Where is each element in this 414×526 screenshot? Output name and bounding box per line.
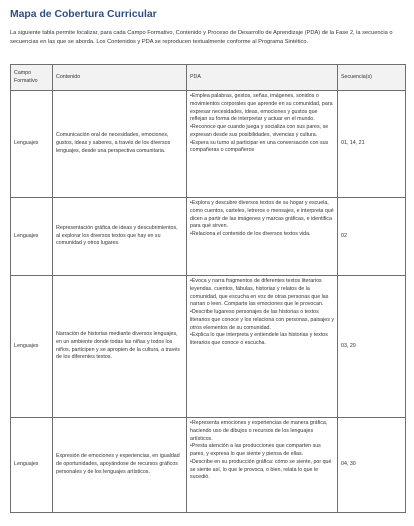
cell-secuencias: 03, 20 — [338, 276, 406, 418]
pda-bullet: • Presta atención a las producciones que comparten sus pares, y expresa lo que siente y piensa de ellas. — [190, 443, 334, 459]
coverage-table — [10, 64, 406, 513]
cell-pda — [187, 418, 338, 513]
cell-pda — [187, 91, 338, 198]
pda-bullet: • Relaciona el contenido de los diversos textos vida. — [190, 231, 334, 239]
pda-bullet: • Describe en su producción gráfica: cómo se siente, por qué se siente así, lo que le provoca, o bien, relata lo que le sucedió. — [190, 459, 334, 482]
cell-campo: Lenguajes — [11, 276, 53, 418]
cell-pda — [187, 276, 338, 418]
table-row — [11, 91, 406, 198]
header-contenido: Contenido — [53, 65, 187, 91]
pda-bullet: • Representa emociones y experiencias de manera gráfica, haciendo uso de dibujos o recursos de los lenguajes artísticos. — [190, 420, 334, 443]
cell-pda — [187, 198, 338, 276]
cell-campo: Lenguajes — [11, 418, 53, 513]
table-row — [11, 198, 406, 276]
pda-bullet: • Explora y descubre diversos textos de su hogar y escuela, como cuentos, carteles, letreros o mensajes, e interpreta qué dicen a partir de las imágenes y marcas gráficas, e identifica para qué sirven. — [190, 200, 334, 231]
cell-secuencias: 01, 14, 21 — [338, 91, 406, 198]
header-pda: PDA — [187, 65, 338, 91]
pda-bullet: • Reconoce que cuando juega y socializa con sus pares, se expresan desde sus posibilidades, vivencias y cultura. — [190, 124, 334, 140]
cell-campo: Lenguajes — [11, 91, 53, 198]
page-title: Mapa de Cobertura Curricular — [10, 9, 157, 20]
cell-secuencias: 04, 30 — [338, 418, 406, 513]
pda-bullet: • Emplea palabras, gestos, señas, imágenes, sonidos o movimientos corporales que aprende en su comunidad, para expresar necesidades, ideas, emociones y gustos que reflejan su forma de interpretar y actuar en el mundo. — [190, 93, 334, 124]
pda-bullet: • Espera su turno al participar en una conversación con sus compañeras o compañeros — [190, 140, 334, 156]
table-row — [11, 276, 406, 418]
cell-contenido: Comunicación oral de necesidades, emociones, gustos, ideas y saberes, a través de los diversos lenguajes, desde una perspectiva comunitaria. — [53, 91, 187, 198]
cell-campo: Lenguajes — [11, 198, 53, 276]
table-header-row — [11, 65, 406, 91]
cell-contenido: Expresión de emociones y experiencias, en igualdad de oportunidades, apoyándose de recursos gráficos personales y de los lenguajes artísticos. — [53, 418, 187, 513]
intro-paragraph: La siguiente tabla permite localizar, para cada Campo Formativo, Contenido y Proceso de Desarrollo de Aprendizaje (PDA) de la Fase 2, la secuencia o secuencias en las que se aborda. Los Contenidos y PDA se reproducen textualmente conforme al Programa Sintético. — [10, 30, 393, 45]
header-secuencias: Secuencia(s) — [338, 65, 406, 91]
cell-contenido: Representación gráfica de ideas y descubrimientos, al explorar los diversos textos que hay en su comunidad y otros lugares. — [53, 198, 187, 276]
pda-bullet: • Explica lo que interpreta y entiendele las historias y textos literarios que conoce o escucha. — [190, 332, 334, 348]
cell-contenido: Narración de historias mediante diversos lenguajes, en un ambiente donde todas las niñas y todos los niños, participen y se apropien de la cultura, a través de los diferentes textos. — [53, 276, 187, 418]
table-row — [11, 418, 406, 513]
pda-bullet: • Evoca y narra fragmentos de diferentes textos literarios leyendas, cuentos, fábulas, historias y relatos de la comunidad, que escucha en voz de otras personas que las narran o leen. Comparte las emociones que le provocan. — [190, 278, 334, 309]
pda-bullet: • Describe lugareso personajes de las historias o textos literarios que conoce y los relaciona con personas, paisajes y otros elementos de su comunidad. — [190, 309, 334, 332]
header-campo-formativo: Campo Formativo — [11, 65, 53, 91]
cell-secuencias: 02 — [338, 198, 406, 276]
